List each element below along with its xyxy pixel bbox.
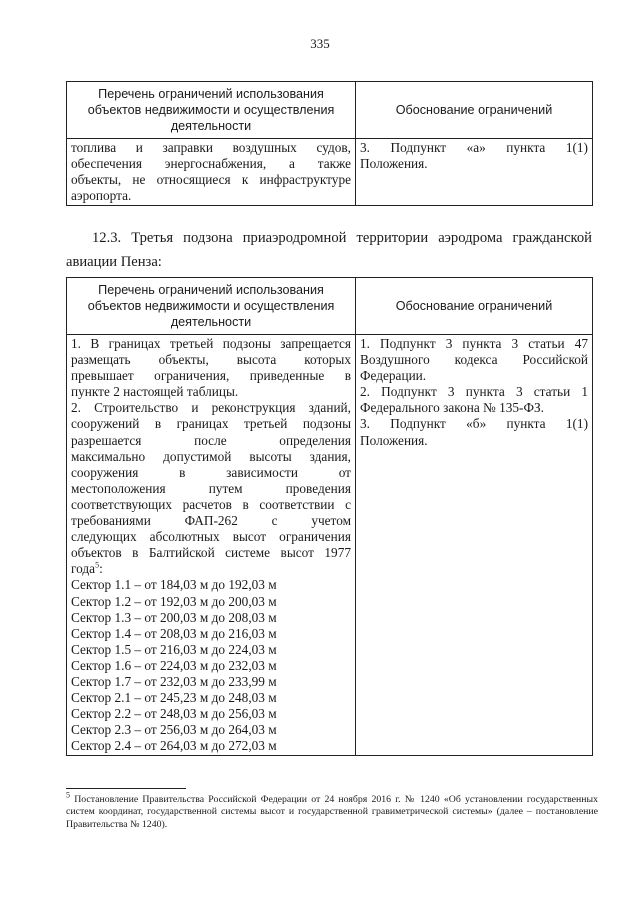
text-line: максимально допустимой высоты здания,: [71, 448, 351, 464]
justification-cell: [356, 139, 593, 206]
header-justification-cell: Обоснование ограничений: [356, 278, 593, 335]
text-line: сооружений в границах третьей подзоны: [71, 416, 351, 432]
text-line: местоположения путем проведения: [71, 480, 351, 496]
text-line: 2. Строительство и реконструкция зданий,: [71, 400, 351, 416]
restrictions-table-continued: [66, 81, 593, 206]
text-line: требованиями ФАП-262 с учетом: [71, 513, 351, 529]
header-line: деятельности: [170, 315, 252, 329]
section-heading: 12.3. Третья подзона приаэродромной территории аэродрома гражданской: [92, 230, 592, 246]
restriction-cell: [67, 335, 356, 756]
text-line: 2. Подпункт 3 пункта 3 статьи 1: [360, 384, 588, 400]
text-line: пункте 2 настоящей таблицы.: [71, 384, 239, 400]
text-line: 3. Подпункт «б» пункта 1(1): [360, 416, 588, 432]
header-restrictions-cell: [67, 82, 356, 139]
text-line: Федерации.: [360, 368, 427, 384]
footnote-reference[interactable]: 5: [95, 560, 100, 570]
sector-line: Сектор 1.2 – от 192,03 м до 200,03 м: [71, 593, 277, 609]
text-line: 1. В границах третьей подзоны запрещается: [71, 336, 351, 351]
text-line: Положения.: [360, 432, 428, 448]
text-fragment: года: [71, 561, 96, 577]
table-row: [67, 139, 593, 206]
sector-line: Сектор 1.6 – от 224,03 м до 232,03 м: [71, 657, 277, 673]
header-line: объектов недвижимости и осуществления: [87, 299, 335, 313]
header-line: объектов недвижимости и осуществления: [87, 103, 335, 117]
text-line: превышает ограничения, приведенные в: [71, 368, 351, 384]
sector-line: Сектор 2.4 – от 264,03 м до 272,03 м: [71, 738, 277, 754]
footnote-mark: 5: [66, 790, 70, 800]
sector-line: Сектор 2.1 – от 245,23 м до 248,03 м: [71, 690, 277, 706]
footnote-divider: [66, 788, 186, 789]
sector-line: Сектор 2.2 – от 248,03 м до 256,03 м: [71, 706, 277, 722]
sector-line: Сектор 1.1 – от 184,03 м до 192,03 м: [71, 577, 277, 593]
text-line: обеспечения энергоснабжения, а также: [71, 156, 351, 172]
section-heading-continuation: авиации Пенза:: [66, 254, 162, 270]
sector-line: Сектор 1.4 – от 208,03 м до 216,03 м: [71, 625, 277, 641]
text-line: сооружения в зависимости от: [71, 464, 351, 480]
text-line: аэропорта.: [71, 188, 132, 204]
table-row: [67, 335, 593, 756]
text-line: 3. Подпункт «а» пункта 1(1): [360, 140, 588, 155]
header-justification-cell: Обоснование ограничений: [356, 82, 593, 139]
text-line: объекты, не относящиеся к инфраструктуре: [71, 172, 351, 188]
header-line: деятельности: [170, 119, 252, 133]
text-fragment: :: [99, 561, 103, 577]
text-line: объектов в Балтийской системе высот 1977: [71, 545, 351, 561]
text-line: разрешается после определения: [71, 432, 351, 448]
restriction-cell: [67, 139, 356, 206]
footnote-text: Постановление Правительства Российской Федерации от 24 ноября 2016 г. № 1240 «Об установлении государственных систем координат, государственной системы высот и государственной гравиметрической системы» (далее – постановление Правительства № 1240).: [66, 794, 598, 830]
text-line: размещать объекты, высота которых: [71, 352, 351, 368]
sector-line: Сектор 2.3 – от 256,03 м до 264,03 м: [71, 722, 277, 738]
page-number: 335: [310, 36, 330, 51]
header-restrictions-cell: [67, 278, 356, 335]
third-subzone-table: [66, 277, 593, 756]
sector-line: Сектор 1.7 – от 232,03 м до 233,99 м: [71, 673, 277, 689]
text-line: Положения.: [360, 156, 428, 172]
header-line: Перечень ограничений использования: [98, 283, 324, 297]
sector-line: Сектор 1.5 – от 216,03 м до 224,03 м: [71, 641, 277, 657]
justification-cell: [356, 335, 593, 756]
text-line: Воздушного кодекса Российской: [360, 352, 588, 368]
text-line: 1. Подпункт 3 пункта 3 статьи 47: [360, 336, 588, 351]
text-line: соответствующих расчетов в соответствии с: [71, 496, 351, 512]
sector-line: Сектор 1.3 – от 200,03 м до 208,03 м: [71, 609, 277, 625]
text-line: топлива и заправки воздушных судов,: [71, 140, 351, 155]
footnote: [66, 790, 598, 831]
text-line: следующих абсолютных высот ограничения: [71, 529, 351, 545]
text-line: Федерального закона № 135-ФЗ.: [360, 400, 544, 416]
text-line: [71, 561, 351, 577]
header-line: Перечень ограничений использования: [98, 87, 324, 101]
table-header-row: [67, 278, 593, 335]
table-header-row: [67, 82, 593, 139]
